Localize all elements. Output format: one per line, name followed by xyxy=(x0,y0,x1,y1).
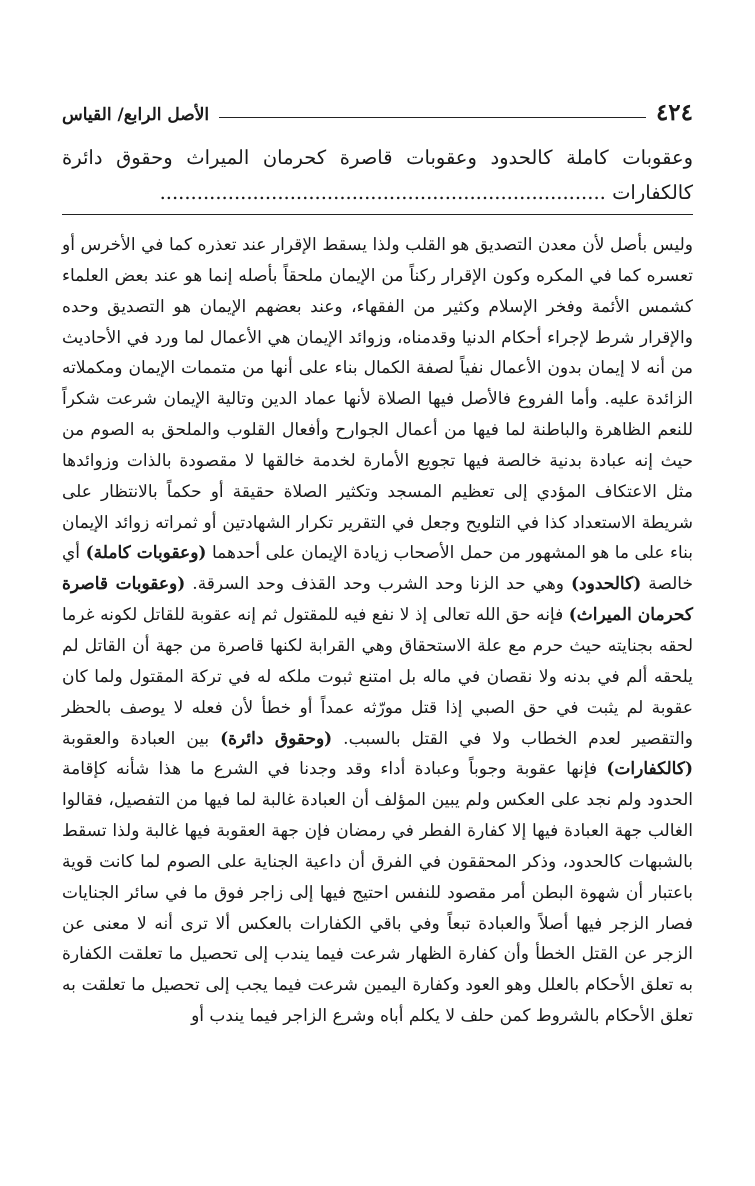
page-number: ٤٢٤ xyxy=(655,99,693,126)
page-header xyxy=(62,90,693,124)
quoted-lemma: (وعقوبات كاملة) xyxy=(85,543,207,564)
commentary-text: فإنه حق الله تعالى إذ لا نفع فيه للمقتول ثم إنه عقوبة للقاتل لكونه غرما لحقه بجنايته حيث حرم مع علة الاستحقاق وهي القرابة لكنها قاصرة من جهة أن القاتل لم يلحقه ألم في بدنه ولا نقصان في ماله بل امتنع ثبوت ملكه له في تركة المقتول ولما كان عقوبة لم يثبت في حق الصبي إذا قتل مورّثه عمداً أو خطأ لأن فعله لا يوصف بالحظر والتقصير لعدم الخطاب ولا في القتل بالسبب. xyxy=(62,605,693,749)
commentary-text: بين العبادة والعقوبة xyxy=(62,728,221,749)
commentary-text: وهي حد الزنا وحد الشرب وحد القذف وحد السرقة. xyxy=(185,574,572,595)
commentary-text: أي خالصة xyxy=(62,543,693,595)
main-text xyxy=(62,140,693,210)
commentary-text: فإنها عقوبة وجوباً وعبادة أداء وقد وجدنا في الشرع ما هذا شأنه كإقامة الحدود ولم نجد على العكس ولم يبين المؤلف أن العبادة غالبة لما فيها من التفصيل، فقالوا الغالب جهة العبادة فيها إلا كفارة الفطر في رمضان فإن جهة العقوبة فيها غالبة ولذا تسقط بالشبهات كالحدود، وذكر المحققون في الفرق أن داعية الجناية على الصوم لما كانت قوية باعتبار أن شهوة البطن أمر مقصود للنفس احتيج فيها إلى زاجر فوق ما في سائر الجنايات فصار الزجر فيها أصلاً والعبادة تبعاً وفي باقي الكفارات بالعكس ألا ترى أنه لا معنى عن الزجر عن القتل الخطأ وأن كفارة الظهار شرعت فيما يندب إلى تحصيل ما تعلقت الكفارة به تعلق الأحكام بالعلل وهو العود وكفارة اليمين شرعت فيما يجب إلى تحصيل ما تعلقت به تعلق الأحكام بالشروط كمن حلف لا يكلم أباه وشرع الزاجر فيما يندب أو xyxy=(62,759,693,1027)
quoted-lemma: (وحقوق دائرة) xyxy=(220,728,333,749)
quoted-lemma: (كالكفارات) xyxy=(606,759,693,780)
quoted-lemma: (كالحدود) xyxy=(571,574,642,595)
header-rule xyxy=(219,117,646,118)
commentary xyxy=(62,230,693,1032)
main-text-body: وعقوبات كاملة كالحدود وعقوبات قاصرة كحرمان الميراث وحقوق دائرة كالكفارات xyxy=(62,146,693,204)
text-divider xyxy=(62,214,693,215)
main-text-dots: ........................................................................ xyxy=(159,181,606,204)
running-title: الأصل الرابع/ القياس xyxy=(62,105,210,125)
commentary-text: وليس بأصل لأن معدن التصديق هو القلب ولذا يسقط الإقرار عند تعذره كما في الأخرس أو تعسره كما في المكره وكون الإقرار ركناً من الإيمان ملحقاً بأصله إنما هو عند بعض العلماء كشمس الأئمة وفخر الإسلام وكثير من الفقهاء، وعند بعضهم الإيمان هو التصديق وحده والإقرار شرط لإجراء أحكام الدنيا وقدمناه، وزوائد الإيمان هي الأعمال لما ورد في الأحاديث من أنه لا إيمان بدون الأعمال نفياً لصفة الكمال بناء على أنها من متممات الإيمان ومكملاته الزائدة عليه. وأما الفروع فالأصل فيها الصلاة لأنها عماد الدين وتالية الإيمان شرعت شكراً للنعم الظاهرة والباطنة لما فيها من أعمال الجوارح وأفعال القلوب والملحق به الصوم من حيث إنه عبادة بدنية خالصة فيها تجويع الأمارة لخدمة خالقها لا مقصودة بالذات وزوائدها مثل الاعتكاف المؤدي إلى تعظيم المسجد وتكثير الصلاة حقيقة أو حكماً بالانتظار على شريطة الاستعداد كذا في التلويح وجعل في التقرير تكرار الشهادتين أو ثمراته زوائد الإيمان بناء على ما هو المشهور من حمل الأصحاب زيادة الإيمان على أحدهما xyxy=(62,235,694,564)
quoted-lemma: (وعقوبات قاصرة كحرمان الميراث) xyxy=(62,574,694,626)
